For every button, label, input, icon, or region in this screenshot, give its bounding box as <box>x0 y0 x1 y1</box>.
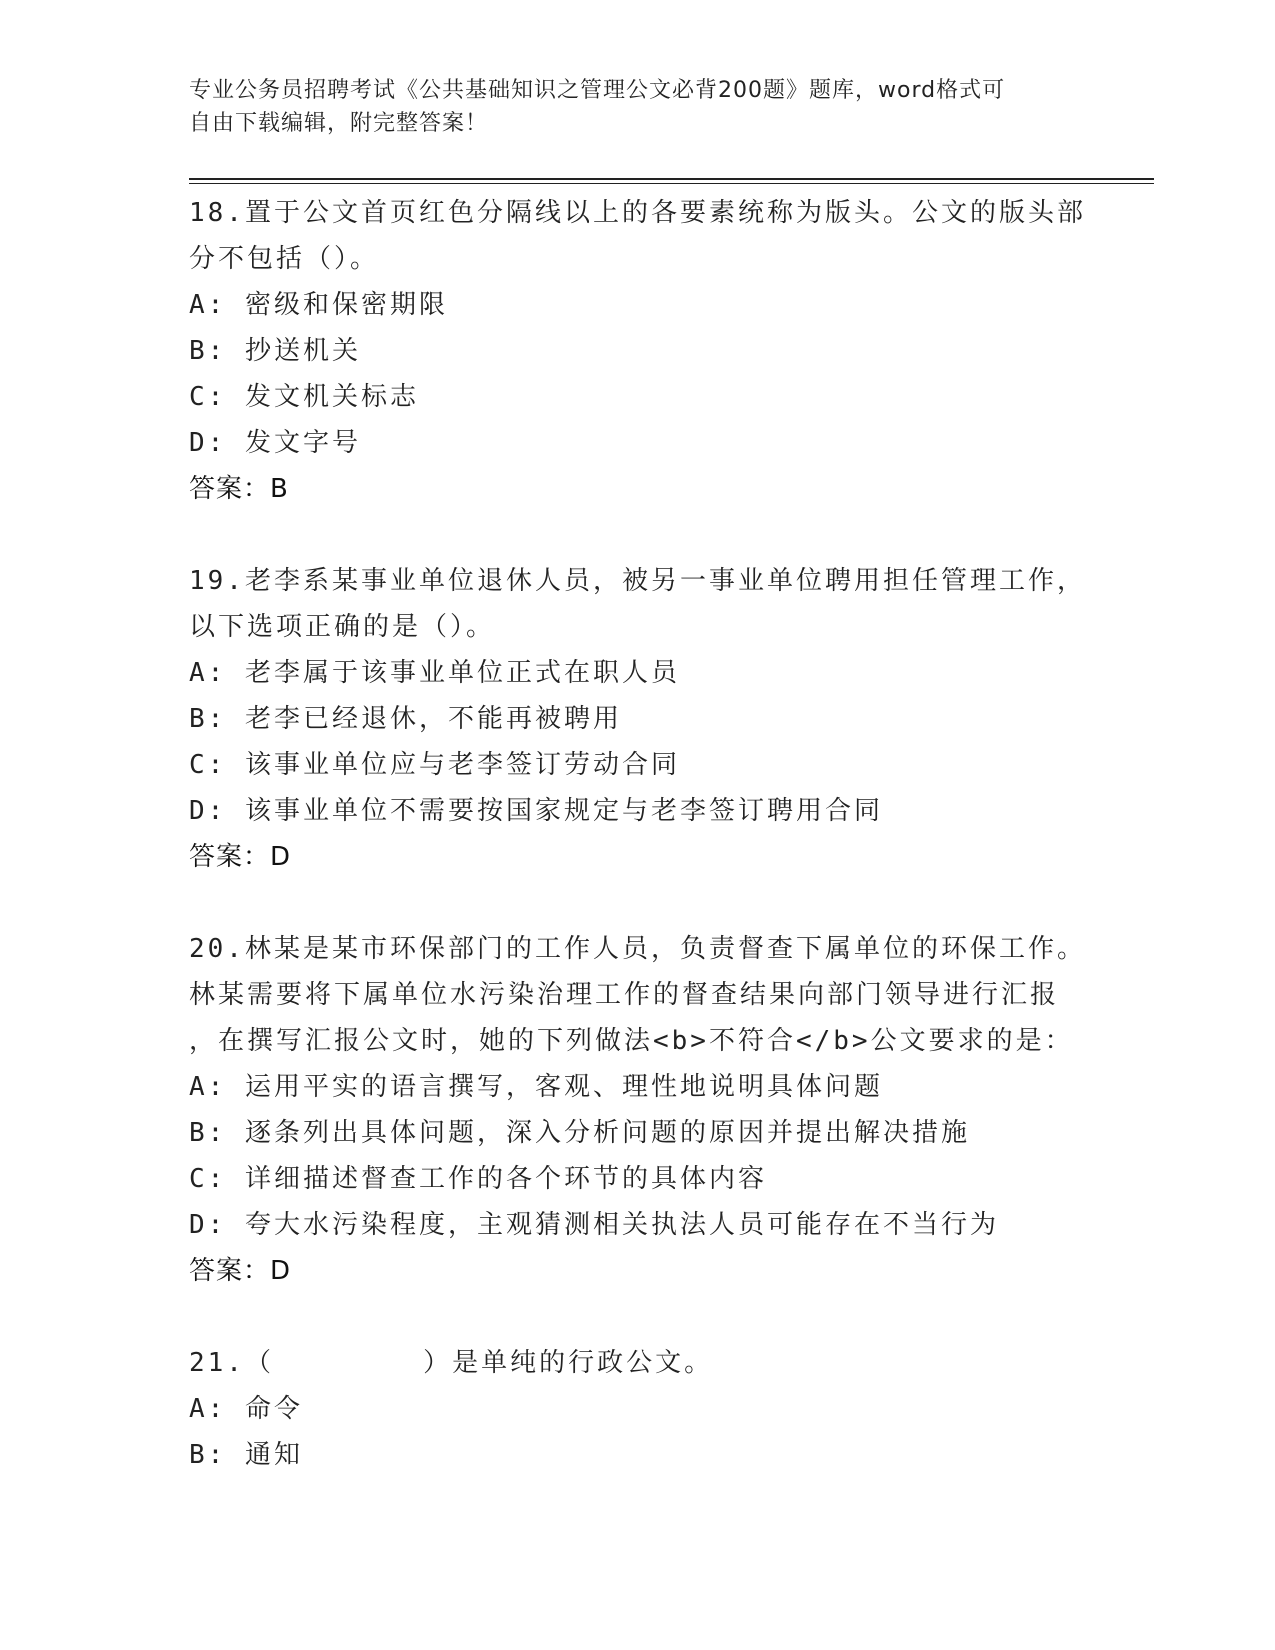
question-20 <box>189 926 1089 1294</box>
answer-line: 答案：D <box>189 842 292 872</box>
option-b: B: 老李已经退休，不能再被聘用 <box>189 704 622 734</box>
option-d: D: 发文字号 <box>189 428 361 458</box>
question-stem-line: ，在撰写汇报公文时，她的下列做法<b>不符合</b>公文要求的是： <box>189 1026 1074 1056</box>
option-b: B: 抄送机关 <box>189 336 361 366</box>
option-a: A: 运用平实的语言撰写，客观、理性地说明具体问题 <box>189 1072 883 1102</box>
option-a: A: 密级和保密期限 <box>189 290 448 320</box>
option-a: A: 命令 <box>189 1394 303 1424</box>
question-stem-line: 以下选项正确的是（）。 <box>189 612 496 642</box>
option-b: B: 通知 <box>189 1440 303 1470</box>
question-19 <box>189 558 1089 880</box>
question-stem-line: 18.置于公文首页红色分隔线以上的各要素统称为版头。公文的版头部 <box>189 198 1086 228</box>
question-21 <box>189 1340 1089 1478</box>
option-d: D: 该事业单位不需要按国家规定与老李签订聘用合同 <box>189 796 883 826</box>
question-stem-line: 19.老李系某事业单位退休人员，被另一事业单位聘用担任管理工作， <box>189 566 1086 596</box>
question-stem-line: 21.（ ）是单纯的行政公文。 <box>189 1348 714 1378</box>
question-18 <box>189 190 1089 512</box>
question-stem-line: 20.林某是某市环保部门的工作人员，负责督查下属单位的环保工作。 <box>189 934 1086 964</box>
option-c: C: 该事业单位应与老李签订劳动合同 <box>189 750 680 780</box>
question-stem-line: 林某需要将下属单位水污染治理工作的督查结果向部门领导进行汇报 <box>189 980 1060 1010</box>
header-line-1: 专业公务员招聘考试《公共基础知识之管理公文必背200题》题库，word格式可 <box>189 78 1006 103</box>
header-divider-thin <box>189 183 1154 184</box>
question-spacer <box>189 880 1089 926</box>
option-a: A: 老李属于该事业单位正式在职人员 <box>189 658 680 688</box>
header-divider-thick <box>189 178 1154 180</box>
answer-line: 答案：D <box>189 1256 292 1286</box>
question-stem-line: 分不包括（）。 <box>189 244 380 274</box>
document-header <box>189 74 1089 140</box>
option-d: D: 夸大水污染程度，主观猜测相关执法人员可能存在不当行为 <box>189 1210 999 1240</box>
option-c: C: 发文机关标志 <box>189 382 419 412</box>
answer-line: 答案：B <box>189 474 289 504</box>
option-b: B: 逐条列出具体问题，深入分析问题的原因并提出解决措施 <box>189 1118 970 1148</box>
question-spacer <box>189 512 1089 558</box>
question-list <box>189 190 1089 1478</box>
header-line-2: 自由下载编辑，附完整答案！ <box>189 111 489 136</box>
option-c: C: 详细描述督查工作的各个环节的具体内容 <box>189 1164 767 1194</box>
question-spacer <box>189 1294 1089 1340</box>
